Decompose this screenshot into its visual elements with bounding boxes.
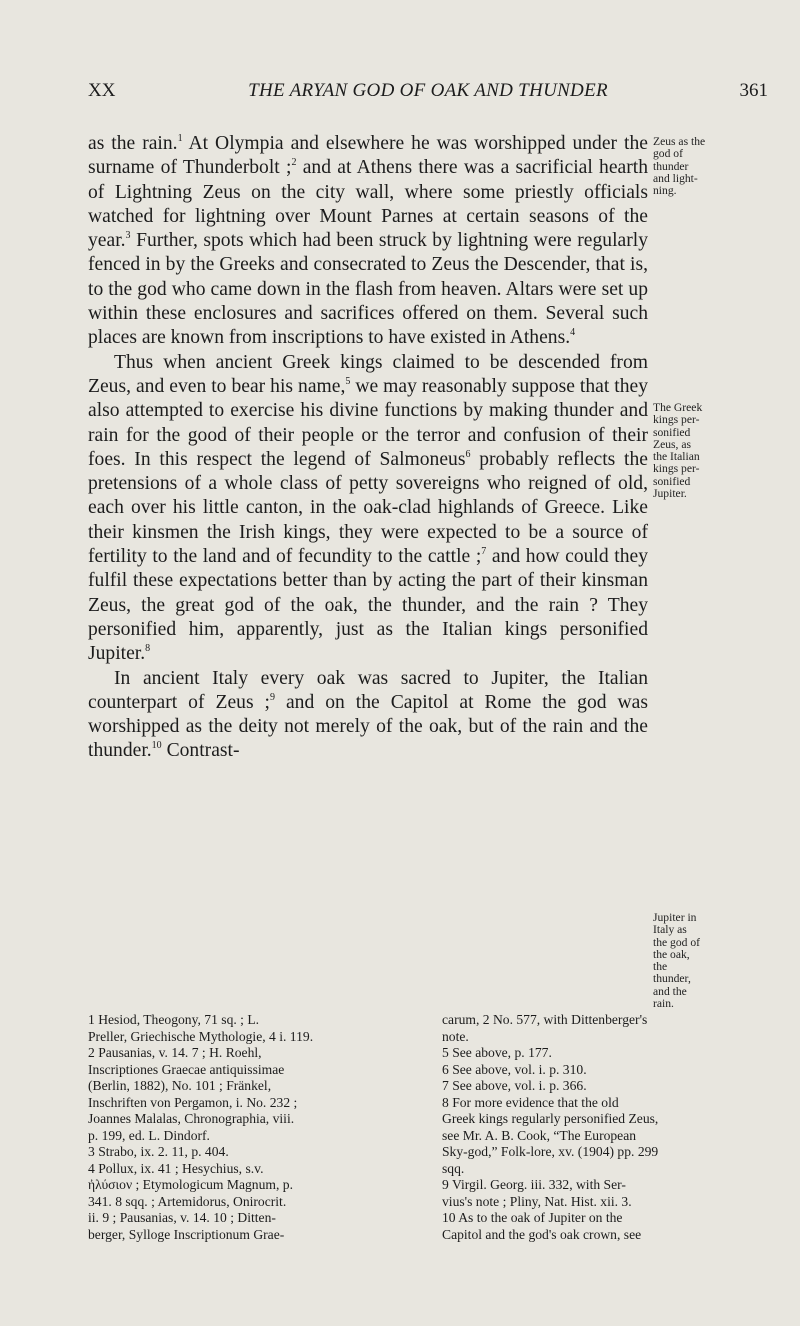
footnote-ref-10: 10 [151,740,162,752]
footnote-4: 4 Pollux, ix. 41 ; Hesychius, s.v. ἠλύσιον ; Etymologicum Magnum, p. 341. 8 sqq. ; Artemidorus, Onirocrit. ii. 9 ; Pausanias, v. 14. 10 ; Ditten- berger, Sylloge Inscriptionum Grae- [88,1160,293,1242]
sidenote-zeus-thunder: Zeus as the god of thunder and light- ning. [653,135,706,198]
footnote-3: 3 Strabo, ix. 2. 11, p. 404. [88,1144,229,1159]
page-number: 361 [739,80,768,101]
footnote-ref-1: 1 [177,133,183,144]
footnote-1: 1 Hesiod, Theogony, 71 sq. ; L. Preller, Griechische Mythologie, 4 i. 119. [88,1012,314,1044]
running-header [88,78,768,104]
footnotes-right-column [442,1012,768,1243]
main-text [88,132,648,764]
sidenote-jupiter-italy: Jupiter in Italy as the god of the oak, the thunder, and the rain. [653,911,701,1011]
footnote-ref-5: 5 [345,375,351,387]
running-title: THE ARYAN GOD OF OAK AND THUNDER [248,80,608,101]
chapter-number: XX [88,80,116,101]
footnote-6: 6 See above, vol. i. p. 310. [442,1061,587,1077]
footnote-ref-6: 6 [465,448,471,460]
footnote-ref-9: 9 [270,691,275,703]
sidenote-greek-kings: The Greek kings per- sonified Zeus, as the Italian kings per- sonified Jupiter. [653,401,703,501]
footnotes-left-column [88,1012,414,1243]
footnote-2: 2 Pausanias, v. 14. 7 ; H. Roehl, Inscriptiones Graecae antiquissimae (Berlin, 1882), No. 101 ; Fränkel, Inschriften von Pergamon, i. No. 232 ; Joannes Malalas, Chronographia, viii. p. 199, ed. L. Dindorf. [88,1045,298,1143]
footnote-ref-7: 7 [481,546,487,558]
footnote-ref-3: 3 [125,230,131,242]
paragraph-3: In ancient Italy every oak was sacred to Jupiter, the Italian counterpart of Zeus ;$^9$ and on the Capitol at Rome the god was worshipped as the deity not merely of the oak, but of the rain and the thunder.$^{10}$ Contrast- [88,667,649,762]
footnote-5: 5 See above, p. 177. [442,1045,552,1060]
footnote-10: 10 As to the oak of Jupiter on the Capitol and the god's oak crown, see [442,1210,642,1242]
footnote-ref-8: 8 [145,643,151,655]
footnote-7: 7 See above, vol. i. p. 366. [442,1078,587,1093]
paragraph-2: Thus when ancient Greek kings claimed to be descended from Zeus, and even to bear his name,$^5$ we may reasonably suppose that they also attempted to exercise his divine functions by making thunder and rain for the good of their people or the terror and confusion of their foes. In this respect the legend of Salmoneus$^6$ probably reflects the pretensions of a whole class of petty sovereigns who reigned of old, each over his little canton, in the oak-clad highlands of Greece. Like their kinsmen the Irish kings, they were expected to be a source of fertility to the land and of fecundity to the cattle ;$^7$ and how could they fulfil these expectations better than by acting the part of their kinsman Zeus, the great god of the oak, the thunder, and the rain ? They personified him, apparently, just as the Italian kings personified Jupiter.$^8$ [88,351,648,665]
footnote-9: 9 Virgil. Georg. iii. 332, with Ser- vius's note ; Pliny, Nat. Hist. xii. 3. [442,1177,632,1209]
footnote-8: 8 For more evidence that the old Greek kings regularly personified Zeus, see Mr. A. B. Cook, “The European Sky-god,” Folk-lore, xv. (1904) pp. 299 sqq. [442,1094,659,1176]
footnote-4-continued: carum, 2 No. 577, with Dittenberger's note. [442,1012,648,1044]
footnote-ref-2: 2 [291,157,297,169]
footnote-ref-4: 4 [570,327,576,339]
paragraph-1: as the rain.$^1$ At Olympia and elsewhere he was worshipped under the surname of Thunderbolt ;$^2$ and at Athens there was a sacrificial hearth of Lightning Zeus on the city wall, where some priestly officials watched for lightning over Mount Parnes at certain seasons of the year.$^3$ Further, spots which had been struck by lightning were regularly fenced in by the Greeks and consecrated to Zeus the Descender, that is, to the god who came down in the flash from heaven. Altars were set up within these enclosures and sacrifices offered on them. Several such places are known from inscriptions to have existed in Athens.$^4$ [88,133,649,349]
